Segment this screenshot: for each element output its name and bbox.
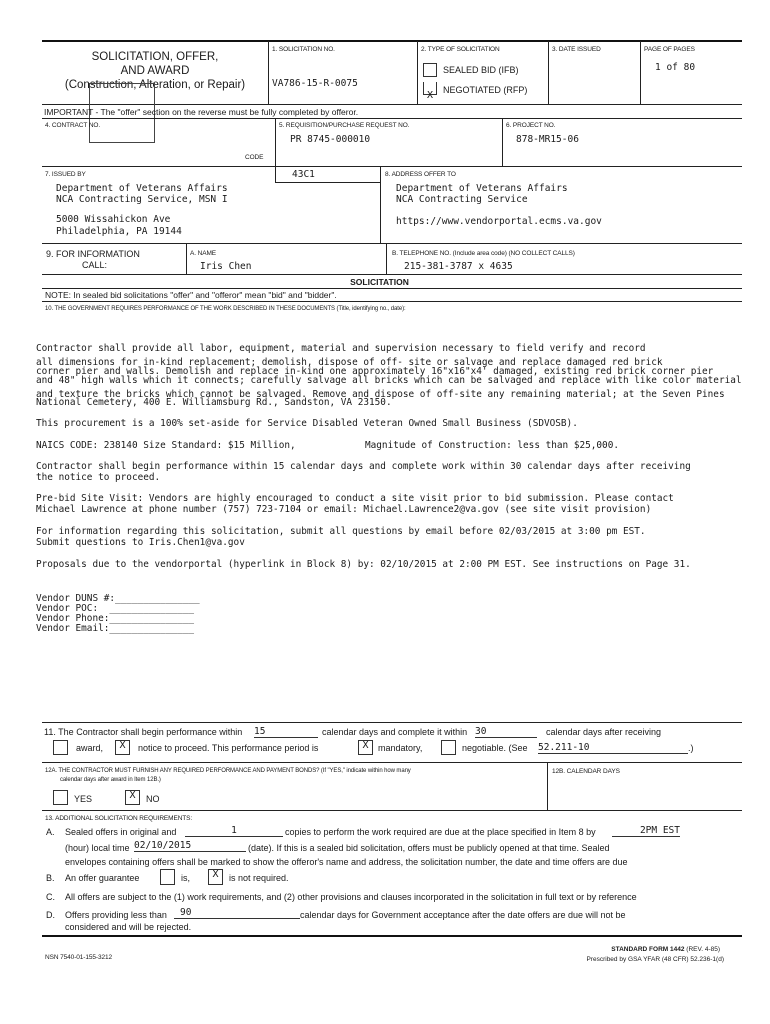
ntp-label: notice to proceed. This performance period is <box>138 743 319 753</box>
award-label: award, <box>76 743 104 753</box>
form-bottom-border <box>42 935 742 937</box>
standard-form-rev: (REV. 4-85) <box>686 946 720 953</box>
form-title-line3: (Construction, Alteration, or Repair) <box>64 79 246 91</box>
item13b-letter: B. <box>46 873 55 883</box>
clause-ref-field[interactable]: 52.211-10 <box>538 742 688 754</box>
due-time-field[interactable]: 2PM EST <box>612 825 680 837</box>
rule <box>42 810 742 811</box>
rule <box>42 166 742 167</box>
vendor-phone-field[interactable]: Vendor Phone:_______________ <box>36 613 195 624</box>
item13a-text3: (hour) local time <box>65 843 130 853</box>
bonds-no-label: NO <box>146 794 160 804</box>
page-of-pages-label: PAGE OF PAGES <box>644 46 695 53</box>
desc-p4-line1: Contractor shall begin performance within 15 calendar days and complete work within 30 calendar days after receiving <box>36 461 691 472</box>
desc-p2: This procurement is a 100% set-aside for Service Disabled Veteran Owned Small Business (SDVOSB). <box>36 418 578 429</box>
item12a-label: 12A. THE CONTRACTOR MUST FURNISH ANY REQUIRED PERFORMANCE AND PAYMENT BONDS? (If "YES," indicate within how many <box>45 768 411 774</box>
contract-no-label: 4. CONTRACT NO. <box>45 122 101 129</box>
divider <box>186 243 187 274</box>
issued-by-line3: 5000 Wissahickon Ave <box>56 214 171 225</box>
sealed-bid-checkbox[interactable] <box>423 63 437 77</box>
divider <box>547 762 548 810</box>
desc-p5-line2: Michael Lawrence at phone number (757) 723-7104 or email: Michael.Lawrence2@va.gov (see site visit provision) <box>36 504 652 515</box>
divider <box>275 166 276 182</box>
item13a-text4: (date). If this is a sealed bid solicitation, offers must be publicly opened at that time. Sealed <box>248 843 610 853</box>
solicitation-no[interactable]: VA786-15-R-0075 <box>272 78 358 89</box>
negotiated-x-mark: X <box>426 90 434 101</box>
negotiable-checkbox[interactable] <box>441 740 456 755</box>
sealed-bid-label: SEALED BID (IFB) <box>443 65 519 75</box>
telephone-label: B. TELEPHONE NO. (Include area code) (NO COLLECT CALLS) <box>392 250 575 257</box>
desc-p3-naics: NAICS CODE: 238140 Size Standard: $15 Million, <box>36 440 296 451</box>
mandatory-label: mandatory, <box>378 743 423 753</box>
bonds-yes-label: YES <box>74 794 93 804</box>
calendar-days-field[interactable] <box>552 778 738 806</box>
desc-p3-magnitude: Magnitude of Construction: less than $25,000. <box>365 440 619 451</box>
rule <box>42 243 742 244</box>
rule <box>42 301 742 302</box>
item13a-text1: Sealed offers in original and <box>65 827 177 837</box>
desc-p6-line1: For information regarding this solicitation, submit all questions by email before 02/03/2015 at 3:00 pm EST. <box>36 526 646 537</box>
form-top-border <box>42 40 742 42</box>
item13-label: 13. ADDITIONAL SOLICITATION REQUIREMENTS: <box>45 815 193 822</box>
form-title-line1: SOLICITATION, OFFER, <box>91 51 219 63</box>
nsn-number: NSN 7540-01-155-3212 <box>45 954 113 961</box>
divider <box>548 41 549 104</box>
call-label: CALL: <box>82 260 108 270</box>
start-days-field[interactable]: 15 <box>254 726 318 738</box>
bonds-no-x-mark: X <box>129 790 136 801</box>
important-note: IMPORTANT - The "offer" section on the reverse must be fully completed by offeror. <box>44 107 359 117</box>
form-title <box>42 50 268 92</box>
item13d-text2: calendar days for Government acceptance after the date offers are due will not be <box>300 910 626 920</box>
standard-form-name: STANDARD FORM 1442 <box>611 946 685 953</box>
item13d-text3: considered and will be rejected. <box>65 922 192 932</box>
rule <box>42 118 742 119</box>
item11-close: .) <box>688 743 694 753</box>
guarantee-is-checkbox[interactable] <box>160 869 175 885</box>
rule <box>42 274 742 275</box>
code-label: CODE <box>245 154 264 161</box>
divider <box>502 118 503 166</box>
contact-phone[interactable]: 215-381-3787 x 4635 <box>404 261 513 272</box>
address-offer-label: 8. ADDRESS OFFER TO <box>385 171 456 178</box>
desc-p1-line1: Contractor shall provide all labor, equipment, material and supervision necessary to field verify and record <box>36 343 646 354</box>
sealed-bid-note: NOTE: In sealed bid solicitations "offer" and "offeror" mean "bid" and "bidder". <box>45 290 337 300</box>
mandatory-x-mark: X <box>362 740 369 751</box>
desc-p1-line2: all dimensions for in-kind replacement; demolish, dispose of off- site or salvage and replace damaged red brick <box>36 357 663 368</box>
award-checkbox[interactable] <box>53 740 68 755</box>
item13a-text2: copies to perform the work required are due at the place specified in Item 8 by <box>285 827 596 837</box>
copies-field[interactable]: 1 <box>185 825 283 837</box>
type-label: 2. TYPE OF SOLICITATION <box>421 46 500 53</box>
issued-by-line2: NCA Contracting Service, MSN I <box>56 194 228 205</box>
item13c-letter: C. <box>46 892 55 902</box>
project-no-label: 6. PROJECT NO. <box>506 122 556 129</box>
acceptance-days-field[interactable]: 90 <box>174 907 300 919</box>
address-line1: Department of Veterans Affairs <box>396 183 568 194</box>
vendor-portal-link[interactable]: https://www.vendorportal.ecms.va.gov <box>396 216 602 227</box>
contact-name: Iris Chen <box>200 261 252 272</box>
divider <box>386 243 387 274</box>
issued-by-label: 7. ISSUED BY <box>45 171 86 178</box>
vendor-duns-field[interactable]: Vendor DUNS #:_______________ <box>36 593 200 604</box>
item13c-text: All offers are subject to the (1) work requirements, and (2) other provisions and clauses incorporated in the solicitation in full text or by reference <box>65 892 637 902</box>
vendor-poc-field[interactable]: Vendor POC: _______________ <box>36 603 195 614</box>
divider <box>640 41 641 104</box>
standard-form-id <box>560 946 720 953</box>
desc-p5-line1: Pre-bid Site Visit: Vendors are highly encouraged to conduct a site visit prior to bid submission. Please contact <box>36 493 674 504</box>
negotiable-label: negotiable. (See <box>462 743 528 753</box>
item12b-label: 12B. CALENDAR DAYS <box>552 768 620 775</box>
date-issued-field[interactable] <box>552 60 638 100</box>
issued-by-line4: Philadelphia, PA 19144 <box>56 226 182 237</box>
prescribed-by: Prescribed by GSA YFAR (48 CFR) 52.236-1(d) <box>586 956 724 963</box>
name-label: A. NAME <box>190 250 217 257</box>
item11-text1: 11. The Contractor shall begin performance within <box>44 727 243 737</box>
guarantee-not-label: is not required. <box>229 873 289 883</box>
due-date-field[interactable]: 02/10/2015 <box>134 840 246 852</box>
item13b-text1: An offer guarantee <box>65 873 140 883</box>
desc-p4-line2: the notice to proceed. <box>36 472 161 483</box>
desc-p1-line6: National Cemetery, 400 E. Williamsburg Rd., Sandston, VA 23150. <box>36 397 392 408</box>
form-title-line2: AND AWARD <box>120 65 190 77</box>
divider <box>417 41 418 104</box>
ntp-x-mark: X <box>119 740 126 751</box>
divider <box>268 41 269 104</box>
bonds-yes-checkbox[interactable] <box>53 790 68 805</box>
issued-by-line1: Department of Veterans Affairs <box>56 183 228 194</box>
requisition-no[interactable]: PR 8745-000010 <box>290 134 371 145</box>
rule <box>42 288 742 289</box>
guarantee-not-x-mark: X <box>212 869 219 880</box>
date-issued-label: 3. DATE ISSUED <box>552 46 601 53</box>
vendor-email-field[interactable]: Vendor Email:_______________ <box>36 623 195 634</box>
negotiated-label: NEGOTIATED (RFP) <box>443 85 528 95</box>
page-of-pages: 1 of 80 <box>655 62 696 73</box>
desc-p1-line5: and texture the bricks which cannot be salvaged. Remove and dispose of off-site any remaining material; at the Seven Pines <box>36 389 725 400</box>
requisition-label: 5. REQUISITION/PURCHASE REQUEST NO. <box>279 122 410 129</box>
address-line2: NCA Contracting Service <box>396 194 528 205</box>
issuer-code[interactable]: 43C1 <box>292 169 315 180</box>
for-information-label: 9. FOR INFORMATION <box>46 249 140 259</box>
guarantee-is-label: is, <box>181 873 190 883</box>
rule <box>42 722 742 723</box>
item10-label: 10. THE GOVERNMENT REQUIRES PERFORMANCE OF THE WORK DESCRIBED IN THESE DOCUMENTS (Title, identifying no., date): <box>45 306 406 312</box>
project-no[interactable]: 878-MR15-06 <box>516 134 579 145</box>
item13a-letter: A. <box>46 827 55 837</box>
divider <box>380 166 381 243</box>
desc-p6-line2: Submit questions to Iris.Chen1@va.gov <box>36 537 245 548</box>
desc-p1-line3: corner pier and walls. Demolish and replace in-kind one approximately 16"x16"x4' damaged, existing red brick corner pier <box>36 366 714 377</box>
solicitation-heading: SOLICITATION <box>350 277 409 287</box>
item11-text2: calendar days and complete it within <box>322 727 468 737</box>
rule <box>275 182 380 183</box>
solicitation-no-label: 1. SOLICITATION NO. <box>272 46 335 53</box>
desc-p7: Proposals due to the vendorportal (hyperlink in Block 8) by: 02/10/2015 at 2:00 PM EST. See instructions on Page 31. <box>36 559 691 570</box>
desc-p1-line4: and 48" high walls which it connects; carefully salvage all bricks which can be salvaged and replace with like color material <box>36 375 742 386</box>
item13d-text1: Offers providing less than <box>65 910 167 920</box>
rule <box>42 762 742 763</box>
item13a-text5: envelopes containing offers shall be marked to show the offeror's name and address, the solicitation number, the date and time offers are due <box>65 857 628 867</box>
complete-days-field[interactable]: 30 <box>475 726 537 738</box>
item13d-letter: D. <box>46 910 55 920</box>
divider <box>275 118 276 166</box>
item12a-label2: calendar days after award in Item 12B.) <box>60 777 161 783</box>
item11-text3: calendar days after receiving <box>546 727 662 737</box>
